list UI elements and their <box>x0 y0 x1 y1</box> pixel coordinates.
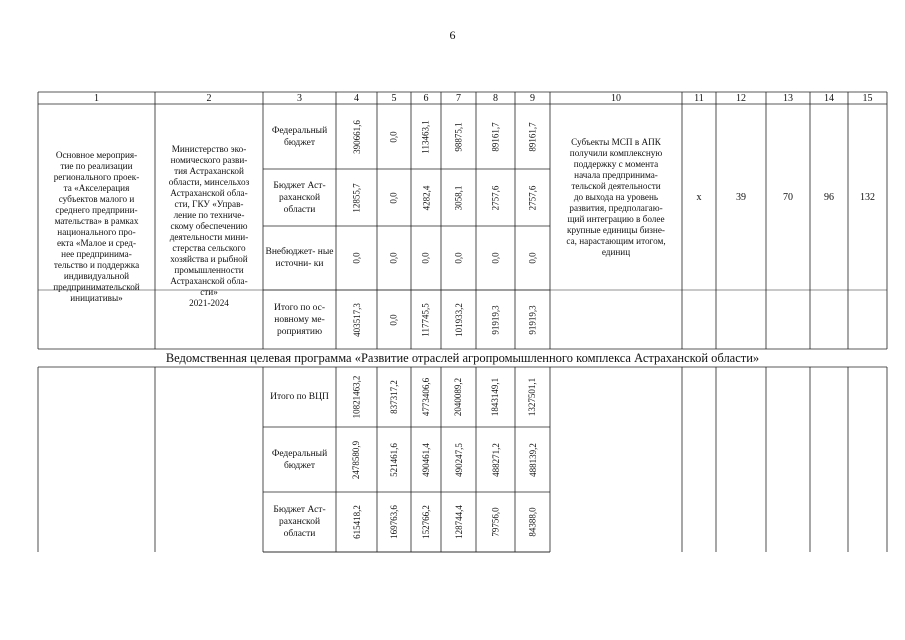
funding-value <box>476 169 515 226</box>
column-number-header <box>263 92 336 104</box>
program-funding-value-text: 488139,2 <box>527 442 538 477</box>
program-funding-source-text: Итого по ВЦП <box>270 392 329 402</box>
program-funding-value <box>377 367 411 427</box>
program-funding-source-text: Федеральный бюджет <box>271 448 328 471</box>
program-funding-value-text: 169763,6 <box>389 505 399 539</box>
funding-value <box>515 169 550 226</box>
program-funding-value-text: 490247,5 <box>453 442 464 477</box>
program-funding-value <box>411 367 441 427</box>
program-funding-value-text: 2040089,2 <box>453 377 464 417</box>
funding-value <box>476 226 515 290</box>
funding-value-text: 0,0 <box>351 252 362 264</box>
target-value <box>848 104 887 290</box>
funding-value-text: 403517,3 <box>351 302 362 337</box>
funding-source-text: Внебюджет- ные источни- ки <box>265 247 334 269</box>
program-funding-value-text: 84388,0 <box>527 507 538 537</box>
program-funding-value-text: 152766,2 <box>421 505 431 539</box>
funding-value-text: 390661,6 <box>351 119 362 154</box>
column-number-header-text: 11 <box>694 92 704 104</box>
program-funding-value-text: 128744,4 <box>453 505 464 539</box>
funding-source-text: Федеральный бюджет <box>271 125 328 148</box>
column-number-header-text: 9 <box>530 92 535 104</box>
column-number-header-text: 13 <box>783 92 793 104</box>
column-number-header <box>716 92 766 104</box>
funding-value <box>377 169 411 226</box>
column-number-header-text: 12 <box>736 92 746 104</box>
target-value-text: 96 <box>824 191 834 203</box>
program-funding-value <box>336 427 377 492</box>
funding-value-text: 89161,7 <box>490 121 501 152</box>
activity-name <box>38 104 155 349</box>
program-funding-value <box>377 492 411 552</box>
funding-value-text: 4282,4 <box>421 185 431 210</box>
target-value <box>810 104 848 290</box>
program-funding-value-text: 4773406,6 <box>421 377 431 417</box>
column-number-header-text: 7 <box>456 92 461 104</box>
funding-value <box>336 104 377 169</box>
funding-value <box>476 290 515 349</box>
program-funding-value <box>411 427 441 492</box>
column-number-header <box>550 92 682 104</box>
program-funding-source <box>263 492 336 552</box>
program-funding-value <box>515 367 550 427</box>
column-number-header <box>336 92 377 104</box>
column-number-header <box>682 92 716 104</box>
program-funding-value <box>377 427 411 492</box>
funding-value-text: 3058,1 <box>453 185 464 210</box>
target-value-text: 39 <box>736 191 746 203</box>
program-funding-value-text: 488271,2 <box>490 442 501 477</box>
column-number-header <box>38 92 155 104</box>
column-number-header-text: 4 <box>354 92 359 104</box>
funding-value-text: 98875,1 <box>453 121 464 152</box>
column-number-header <box>848 92 887 104</box>
program-funding-value <box>336 367 377 427</box>
funding-value <box>336 169 377 226</box>
funding-value <box>377 226 411 290</box>
funding-value-text: 0,0 <box>527 252 538 264</box>
column-number-header-text: 3 <box>297 92 302 104</box>
funding-value <box>377 104 411 169</box>
funding-value <box>441 104 476 169</box>
funding-source <box>263 226 336 290</box>
column-number-header <box>441 92 476 104</box>
column-number-header <box>476 92 515 104</box>
program-funding-value <box>441 367 476 427</box>
program-funding-value <box>441 427 476 492</box>
funding-value <box>515 226 550 290</box>
program-funding-value <box>411 492 441 552</box>
funding-value-text: 113463,1 <box>421 119 432 154</box>
column-number-header-text: 1 <box>94 92 99 104</box>
program-funding-value-text: 615418,2 <box>351 505 362 539</box>
program-funding-value <box>476 367 515 427</box>
program-funding-value-text: 1843149,1 <box>490 377 501 417</box>
funding-source <box>263 290 336 349</box>
funding-value-text: 101933,2 <box>453 302 464 337</box>
funding-value-text: 117745,5 <box>421 302 432 337</box>
column-number-header <box>766 92 810 104</box>
program-banner-text: Ведомственная целевая программа «Развитие отраслей агропромышленного комплекса Астраханской области» <box>165 350 760 365</box>
program-funding-value-text: 1327501,1 <box>527 377 538 417</box>
funding-value-text: 12855,7 <box>351 182 362 213</box>
target-value-text: х <box>696 191 702 203</box>
target-value <box>766 104 810 290</box>
funding-value-text: 89161,7 <box>527 121 538 152</box>
column-number-header-text: 2 <box>206 92 212 104</box>
funding-value <box>441 290 476 349</box>
program-funding-value-text: 837317,2 <box>389 380 399 414</box>
funding-value-text: 0,0 <box>389 313 399 326</box>
program-funding-value <box>336 492 377 552</box>
column-number-header <box>810 92 848 104</box>
funding-value <box>336 226 377 290</box>
column-number-header-text: 5 <box>391 92 397 104</box>
funding-value <box>441 169 476 226</box>
activity-executor <box>155 104 263 349</box>
funding-value <box>411 169 441 226</box>
target-value <box>716 104 766 290</box>
funding-value <box>411 104 441 169</box>
funding-value-text: 0,0 <box>453 252 464 264</box>
funding-value-text: 91919,3 <box>490 304 501 335</box>
page-number: 6 <box>449 28 456 42</box>
column-number-header <box>155 92 263 104</box>
program-funding-value <box>476 427 515 492</box>
program-funding-value-text: 10821463,2 <box>351 375 362 419</box>
funding-value-text: 0,0 <box>389 191 399 204</box>
column-number-header-text: 6 <box>423 92 429 104</box>
funding-value-text: 0,0 <box>389 130 399 143</box>
column-number-header <box>515 92 550 104</box>
funding-source <box>263 104 336 169</box>
activity-name-text: Основное мероприя- тие по реализации регионального проек- та «Акселерация субъектов малого и среднего предприни- мательства» в рамках национального про- екта «Малое и сред- нее предпринима- тельство и поддержка индивидуальной предпринимательской инициативы» <box>53 149 140 303</box>
funding-value <box>515 104 550 169</box>
funding-value-text: 2757,6 <box>490 185 501 210</box>
program-funding-value-text: 2478580,9 <box>351 440 362 479</box>
funding-value <box>411 226 441 290</box>
program-banner <box>38 349 887 367</box>
funding-value-text: 0,0 <box>490 252 501 264</box>
funding-value <box>476 104 515 169</box>
indicator-text-text: Субъекты МСП в АПК получили комплексную поддержку с момента начала предпринима- тельской деятельности до выхода на уровень развития, предполагаю- щий интеграцию в более крупные единицы бизне- са, нарастающим итогом, единиц <box>566 136 666 257</box>
funding-value-text: 0,0 <box>421 252 431 264</box>
funding-value <box>377 290 411 349</box>
program-funding-value <box>515 427 550 492</box>
target-value-text: 70 <box>783 191 793 203</box>
funding-source-text: Итого по ос- новному ме- роприятию <box>274 302 325 337</box>
column-number-header-text: 15 <box>862 92 873 104</box>
funding-value-text: 91919,3 <box>527 304 538 335</box>
column-number-header-text: 10 <box>611 92 621 104</box>
activity-executor-text: Министерство эко- номического разви- тия Астраханской области, минсельхоз Астраханской обла- сти, ГКУ «Управ- ление по техниче- скому обеспечению деятельности мини- стерства сельского хозяйства и рыбной промышленности Астраханской обла- сти» 2021-2024 <box>168 144 250 308</box>
program-funding-value-text: 490461,4 <box>421 442 431 477</box>
program-funding-value <box>441 492 476 552</box>
column-number-header-text: 8 <box>493 92 498 104</box>
funding-value <box>441 226 476 290</box>
column-number-header-text: 14 <box>824 92 834 104</box>
program-funding-value <box>515 492 550 552</box>
target-value-text: 132 <box>860 191 875 203</box>
funding-value <box>411 290 441 349</box>
program-funding-source <box>263 367 336 427</box>
funding-value-text: 2757,6 <box>527 185 538 210</box>
funding-source <box>263 169 336 226</box>
program-funding-value-text: 521461,6 <box>389 442 399 477</box>
funding-value <box>515 290 550 349</box>
funding-value-text: 0,0 <box>389 252 399 264</box>
program-funding-source-text: Бюджет Аст- раханской области <box>273 505 326 539</box>
column-number-header <box>411 92 441 104</box>
program-funding-value <box>476 492 515 552</box>
program-funding-value-text: 79756,0 <box>490 507 501 537</box>
target-value <box>682 104 716 290</box>
program-funding-source <box>263 427 336 492</box>
column-number-header <box>377 92 411 104</box>
funding-source-text: Бюджет Аст- раханской области <box>273 180 326 215</box>
indicator-text <box>550 104 682 290</box>
funding-value <box>336 290 377 349</box>
